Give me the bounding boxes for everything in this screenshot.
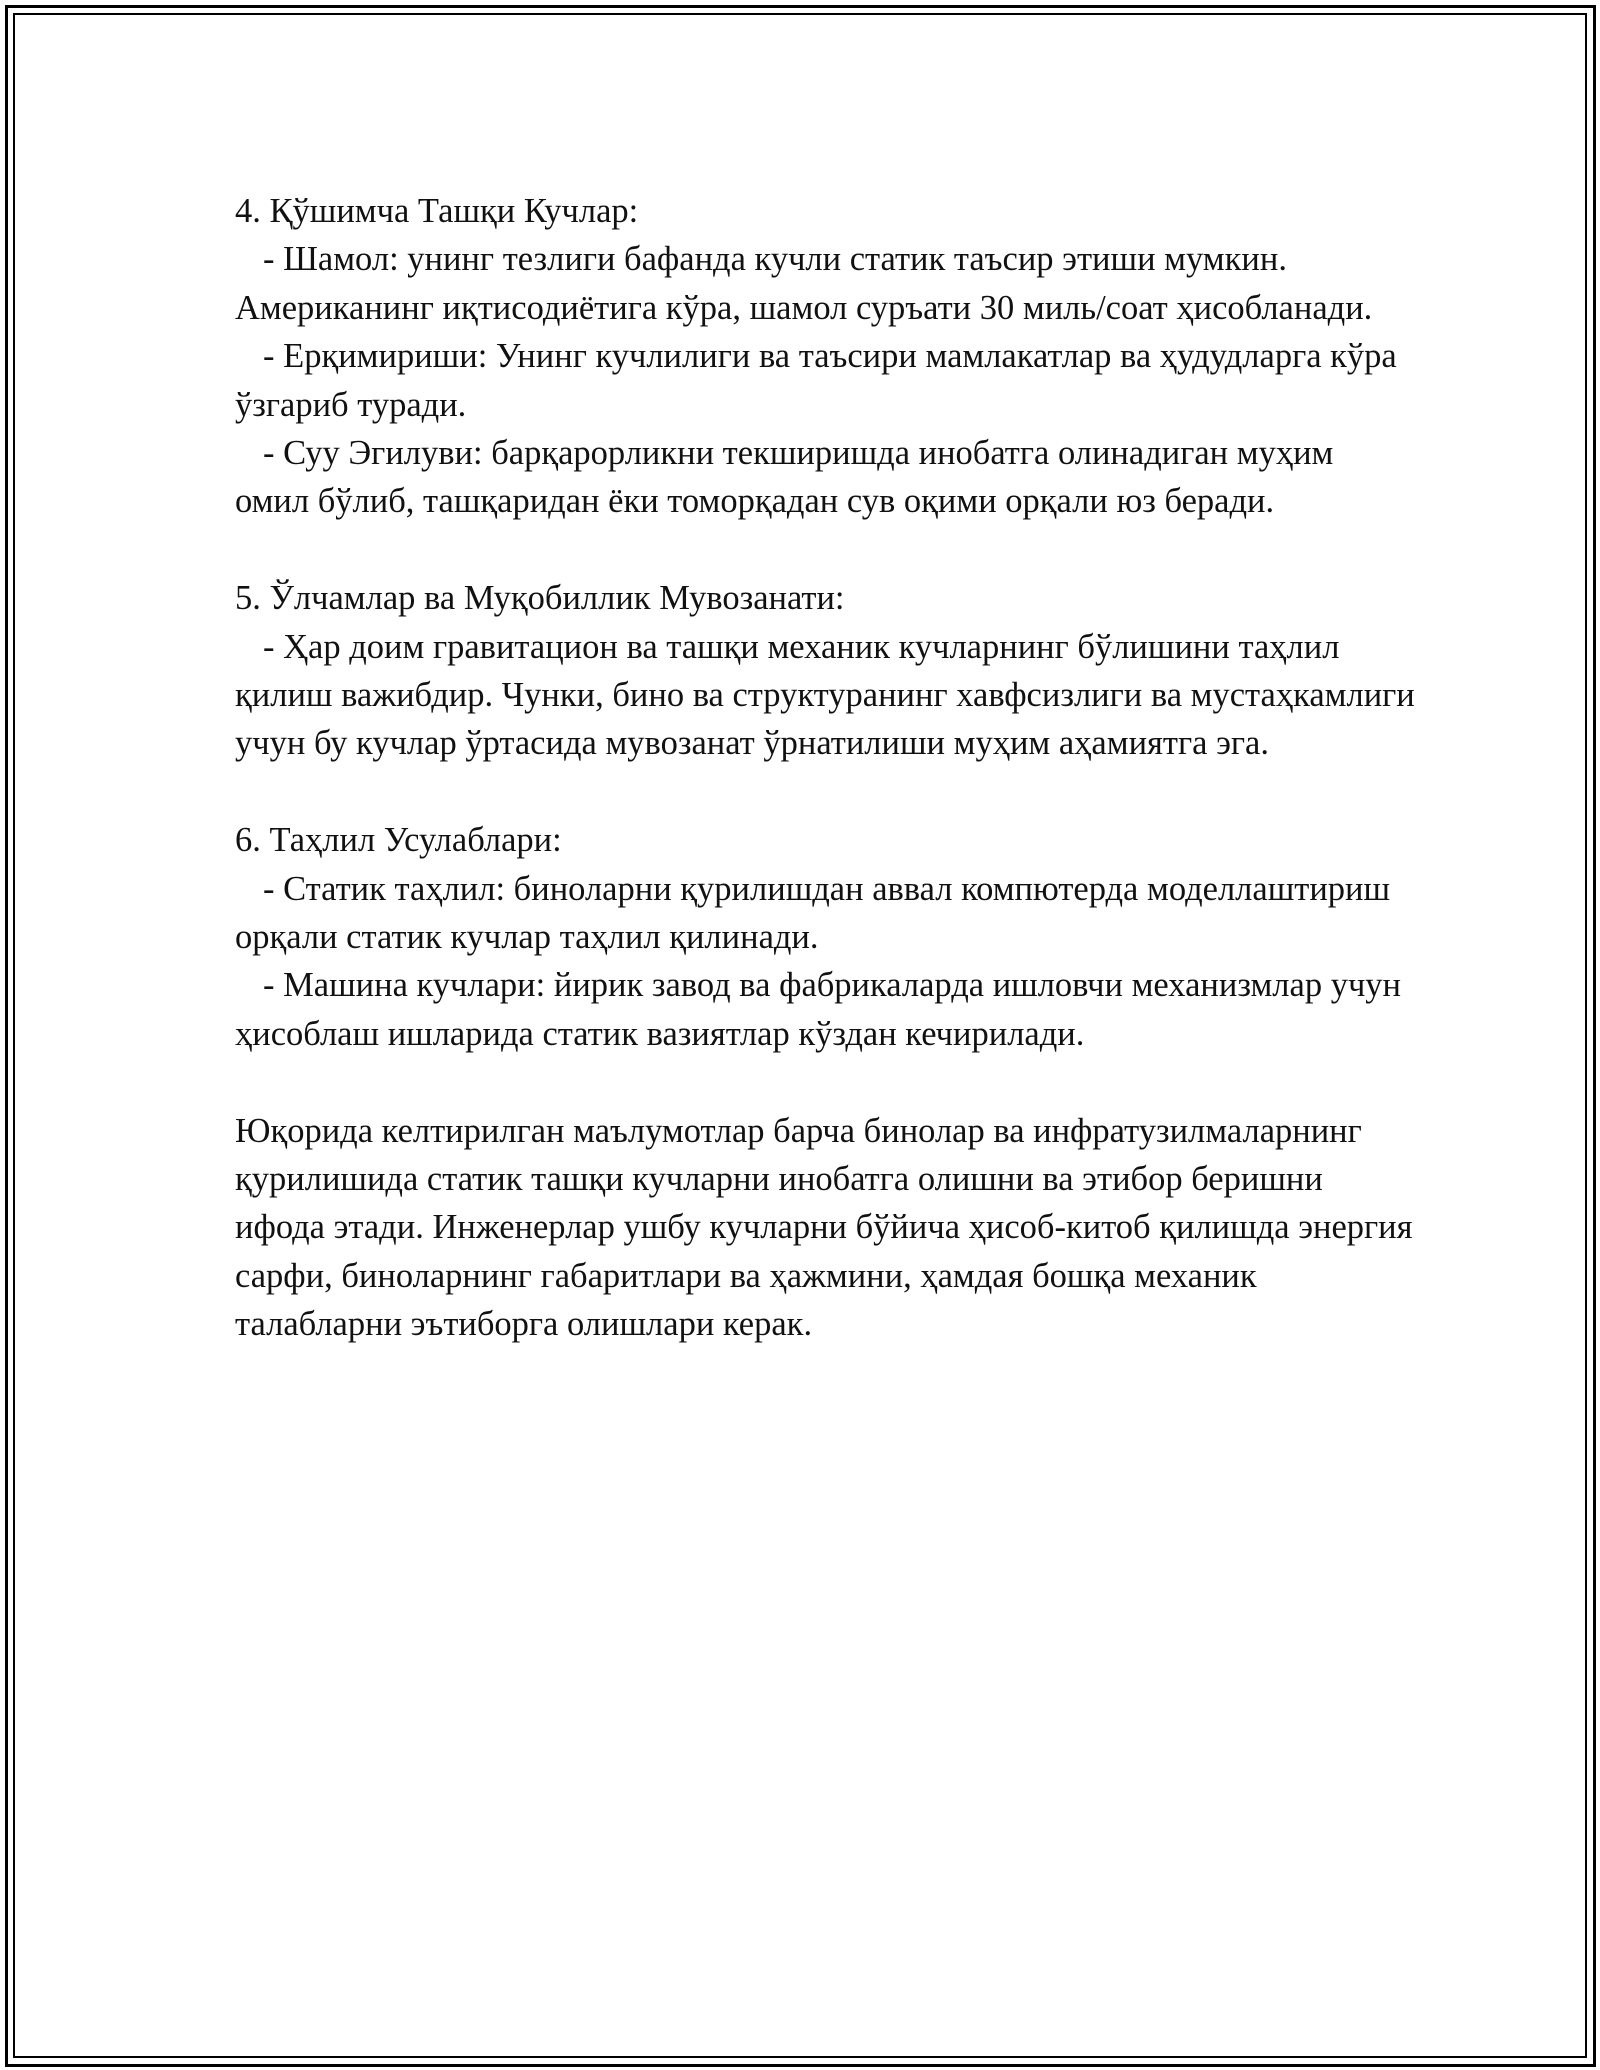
list-item: - Суу Эгилуви: барқарорликни текширишда инобатга олинадиган муҳим омил бўлиб, ташқаридан ёки томорқадан сув оқими орқали юз беради.	[235, 434, 1334, 521]
list-item: - Машина кучлари: йирик завод ва фабрикаларда ишловчи механизмлар учун ҳисоблаш ишларида статик вазиятлар кўздан кечирилади.	[235, 966, 1402, 1053]
section-dimensions-balance	[235, 574, 1415, 768]
document-body	[235, 187, 1415, 1349]
list-item: - Статик таҳлил: биноларни қурилишдан аввал компютерда моделлаштириш орқали статик кучлар таҳлил қилинади.	[235, 869, 1391, 957]
list-item: - Ҳар доим гравитацион ва ташқи механик кучларнинг бўлишини таҳлил қилиш важибдир. Чунки, бино ва структуранинг хавфсизлиги ва мустаҳкамлиги учун бу кучлар ўртасида мувозанат ўрнатилиши муҳим аҳамиятга эга.	[235, 627, 1415, 763]
section-analysis-methods	[235, 816, 1415, 1058]
conclusion-paragraph: Юқорида келтирилган маълумотлар барча бинолар ва инфратузилмаларнинг қурилишида статик ташқи кучларни инобатга олишни ва этибор беришни ифода этади. Инженерлар ушбу кучларни бўйича ҳисоб-китоб қилишда энергия сарфи, биноларнинг габаритлари ва ҳажмини, ҳамдая бошқа механик талабларни эътиборга олишлари керак.	[235, 1111, 1413, 1344]
section-heading: 5. Ўлчамлар ва Муқобиллик Мувозанати:	[235, 579, 845, 618]
list-item: - Шамол: унинг тезлиги бафанда кучли статик таъсир этиши мумкин. Американинг иқтисодиётига кўра, шамол суръати 30 миль/соат ҳисобланади.	[235, 240, 1373, 327]
section-external-forces	[235, 187, 1415, 526]
section-heading: 6. Таҳлил Усулаблари:	[235, 821, 562, 860]
section-heading: 4. Қўшимча Ташқи Кучлар:	[235, 192, 639, 230]
list-item: - Ерқимириши: Унинг кучлилиги ва таъсири мамлакатлар ва ҳудудларга кўра ўзгариб туради.	[235, 337, 1397, 424]
